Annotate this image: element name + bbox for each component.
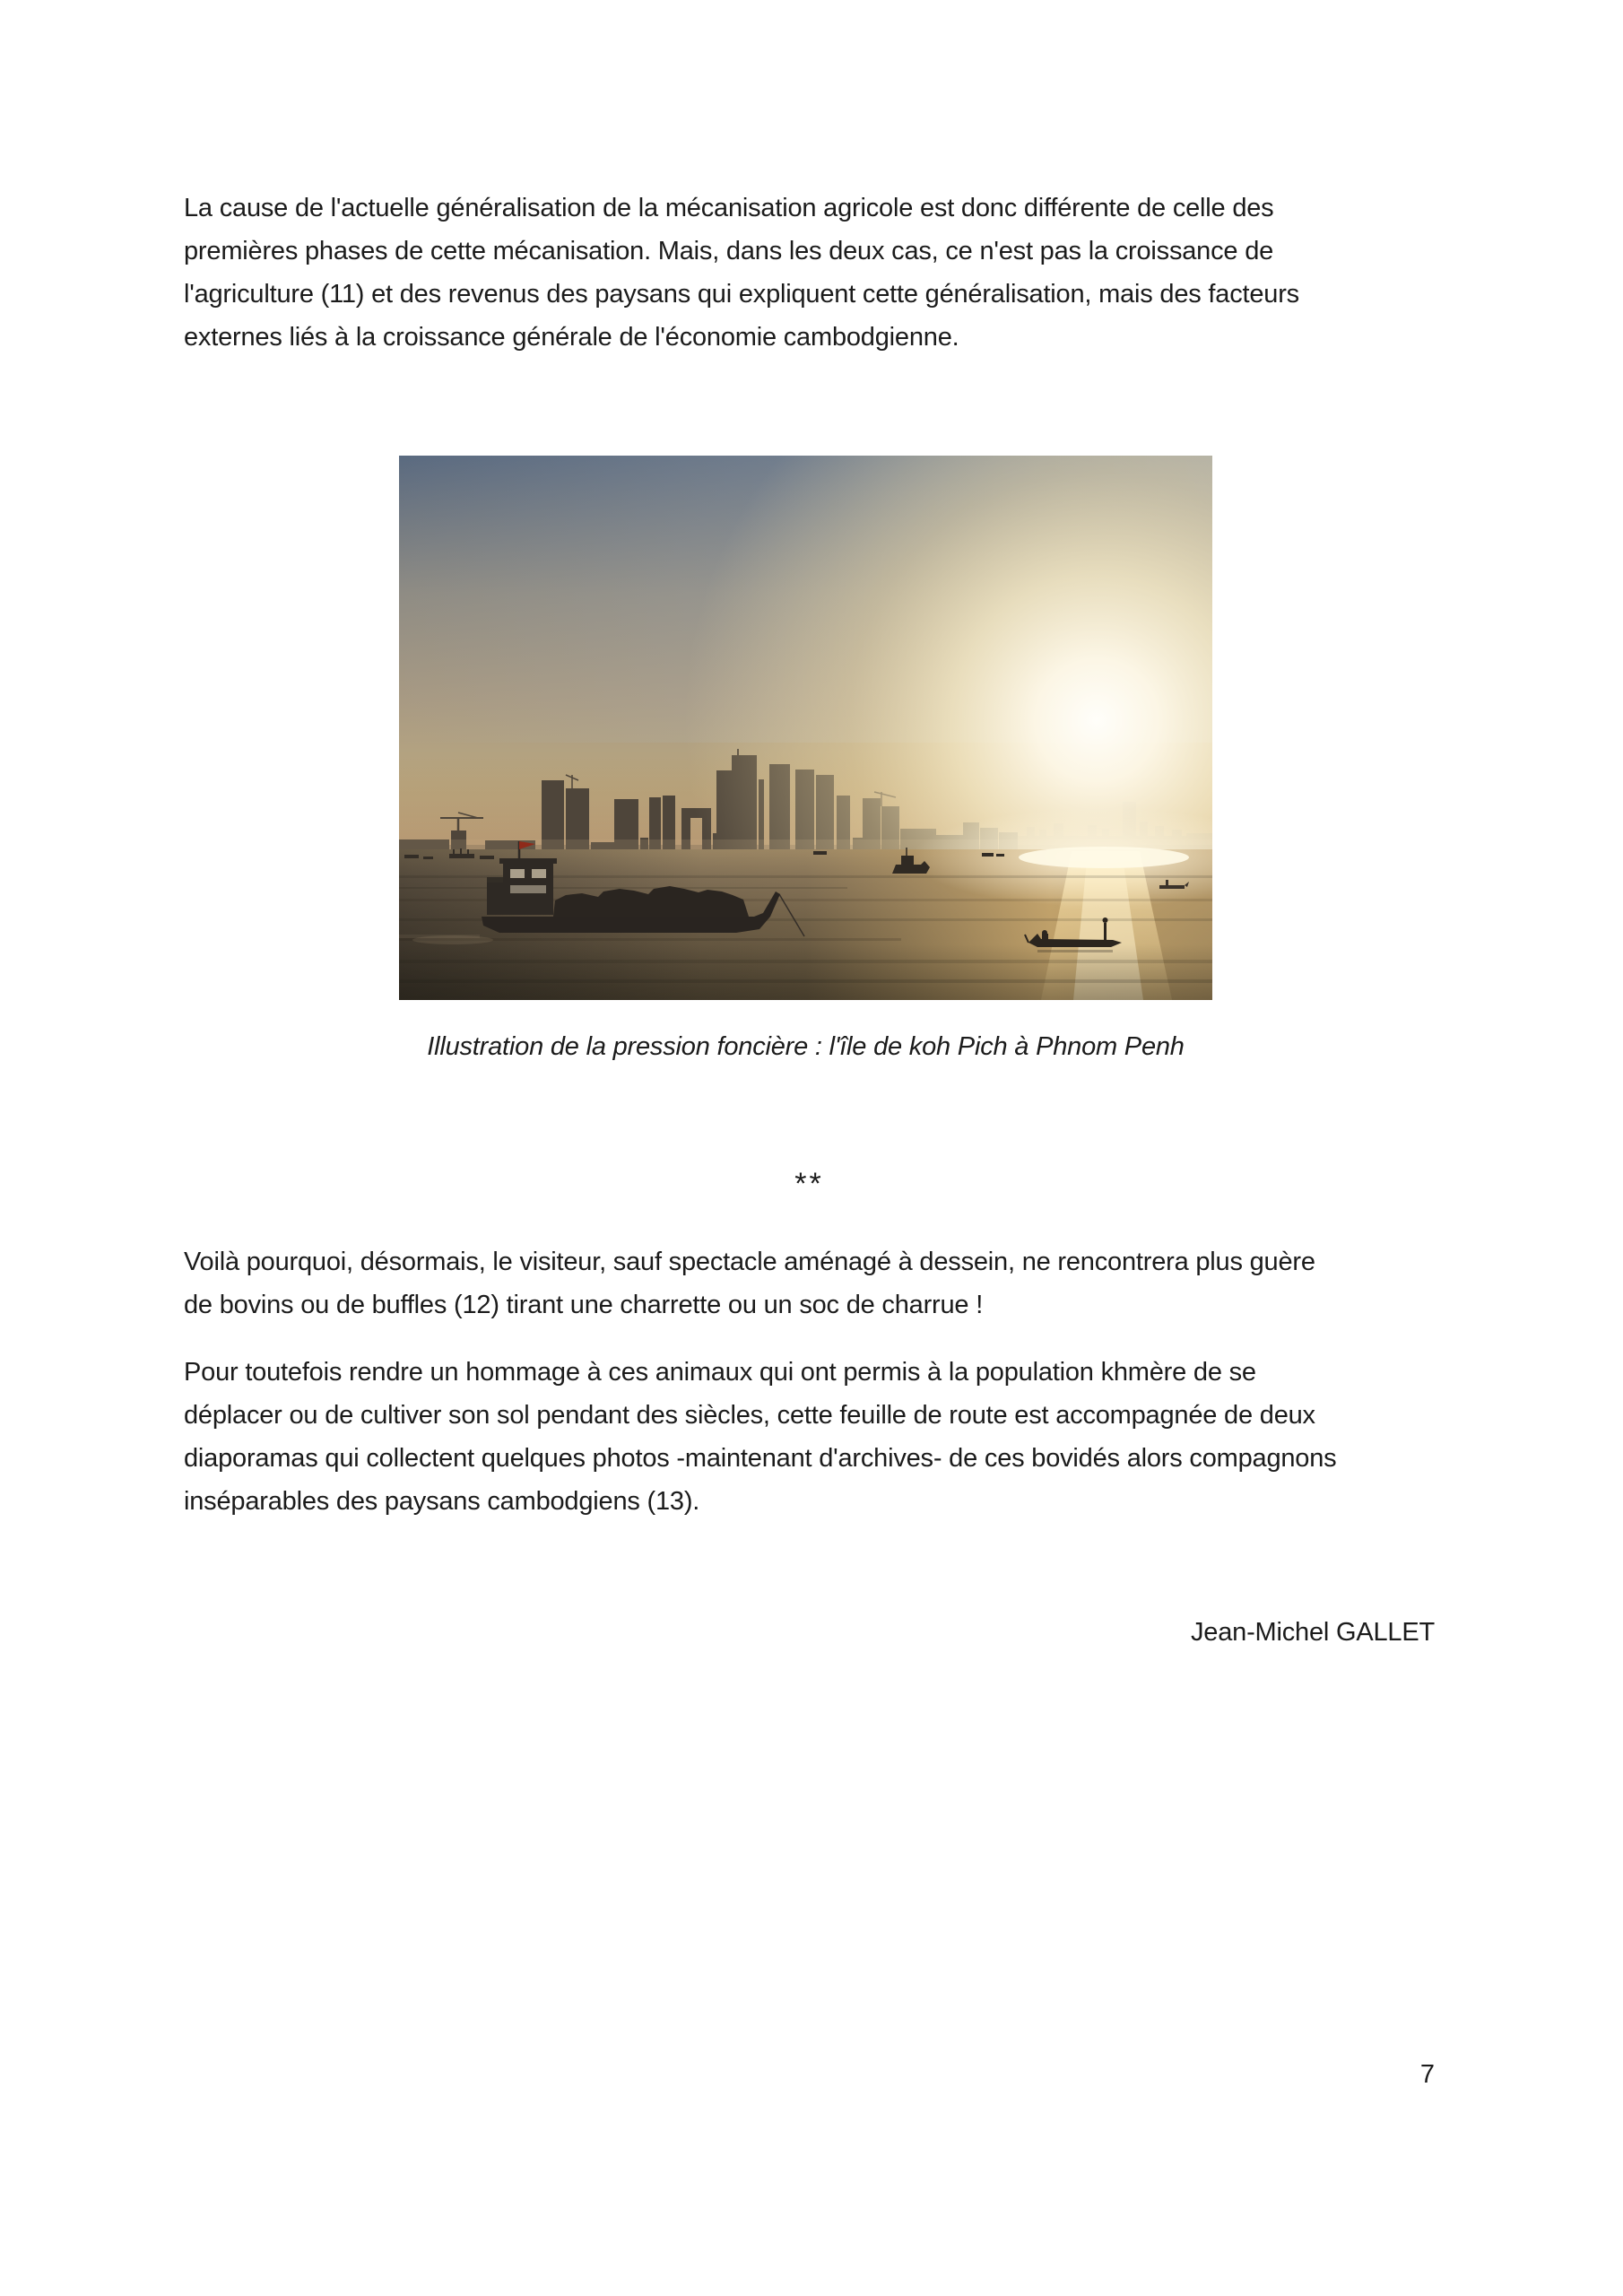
text-line: inséparables des paysans cambodgiens (13). bbox=[184, 1487, 700, 1516]
text-line: de bovins ou de buffles (12) tirant une charrette ou un soc de charrue ! bbox=[184, 1291, 984, 1319]
text-line: premières phases de cette mécanisation. Mais, dans les deux cas, ce n'est pas la croissance de bbox=[184, 237, 1274, 265]
text-line: Pour toutefois rendre un hommage à ces animaux qui ont permis à la population khmère de se bbox=[184, 1358, 1256, 1387]
ferry-windows bbox=[510, 869, 525, 878]
text-line: diaporamas qui collectent quelques photos -maintenant d'archives- de ces bovidés alors compagnons bbox=[184, 1444, 1337, 1473]
text-line: La cause de l'actuelle généralisation de la mécanisation agricole est donc différente de celle des bbox=[184, 194, 1274, 222]
section-separator: ** bbox=[794, 1167, 824, 1201]
paragraph-2 bbox=[184, 1240, 1439, 1326]
text-line: déplacer ou de cultiver son sol pendant des siècles, cette feuille de route est accompagnée de deux bbox=[184, 1401, 1315, 1430]
text-line: externes liés à la croissance générale de l'économie cambodgienne. bbox=[184, 323, 959, 352]
text-line: Voilà pourquoi, désormais, le visiteur, sauf spectacle aménagé à dessein, ne rencontrera plus guère bbox=[184, 1248, 1315, 1276]
sun bbox=[399, 456, 1212, 851]
text-line: l'agriculture (11) et des revenus des paysans qui expliquent cette généralisation, mais des facteurs bbox=[184, 280, 1299, 309]
author-signature: Jean-Michel GALLET bbox=[1190, 1618, 1435, 1647]
page-number: 7 bbox=[1419, 2060, 1435, 2089]
figure-caption: Illustration de la pression foncière : l'île de koh Pich à Phnom Penh bbox=[427, 1032, 1185, 1061]
figure-image bbox=[399, 456, 1212, 1000]
paragraph-3 bbox=[184, 1351, 1439, 1523]
sunset-skyline-illustration bbox=[399, 456, 1212, 1000]
paragraph-1 bbox=[184, 187, 1439, 359]
standing-figure bbox=[1104, 923, 1107, 940]
